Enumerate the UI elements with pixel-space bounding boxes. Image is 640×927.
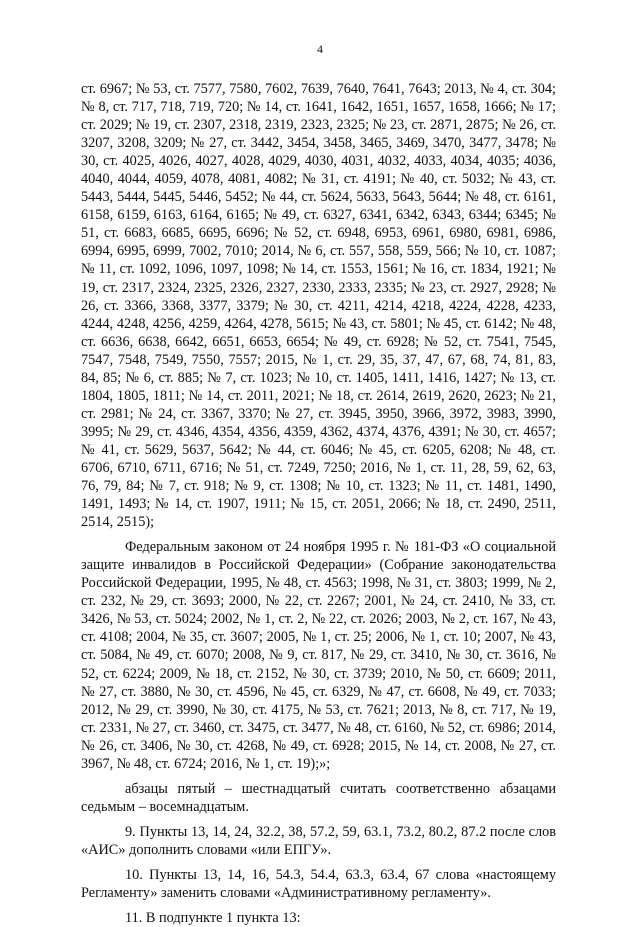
paragraph-abzacy: абзацы пятый – шестнадцатый считать соответственно абзацами седьмым – восемнадцатым. [81, 780, 556, 815]
paragraph-item-10: 10. Пункты 13, 14, 16, 54.3, 54.4, 63.3, 63.4, 67 слова «настоящему Регламенту» заменить словами «Административному регламенту». [81, 866, 556, 902]
paragraph-item-9: 9. Пункты 13, 14, 24, 32.2, 38, 57.2, 59, 63.1, 73.2, 80.2, 87.2 после слов «АИС» дополнить словами «или ЕПГУ». [81, 823, 556, 858]
paragraph-item-11: 11. В подпункте 1 пункта 13: [125, 910, 301, 927]
paragraph-federal-law-181: Федеральным законом от 24 ноября 1995 г. № 181-ФЗ «О социальной защите инвалидов в Российской Федерации» (Собрание законодательства Российской Федерации, 1995, № 48, ст. 4563; 1998, № 31, ст. 3803; 1999, № 2, ст. 232, № 29, ст. 3693; 2000, № 22, ст. 2267; 2001, № 24, ст. 2410, № 33, ст. 3426, № 53, ст. 5024; 2002, № 1, ст. 2, № 22, ст. 2026; 2003, № 2, ст. 167, № 43, ст. 4108; 2004, № 35, ст. 3607; 2005, № 1, ст. 25; 2006, № 1, ст. 10; 2007, № 43, ст. 5084, № 49, ст. 6070; 2008, № 9, ст. 817, № 29, ст. 3410, № 30, ст. 3616, № 52, ст. 6224; 2009, № 18, ст. 2152, № 30, ст. 3739; 2010, № 50, ст. 6609; 2011, № 27, ст. 3880, № 30, ст. 4596, № 45, ст. 6329, № 47, ст. 6608, № 49, ст. 7033; 2012, № 29, ст. 3990, № 30, ст. 4175, № 53, ст. 7621; 2013, № 8, ст. 717, № 19, ст. 2331, № 27, ст. 3460, ст. 3475, ст. 3477, № 48, ст. 6160, № 52, ст. 6986; 2014, № 26, ст. 3406, № 30, ст. 4268, № 49, ст. 6928; 2015, № 14, ст. 2008, № 27, ст. 3967, № 48, ст. 6724; 2016, № 1, ст. 19);»; [81, 539, 556, 772]
document-body [81, 80, 556, 927]
page-number: 4 [317, 42, 323, 56]
paragraph-citation-continuation: ст. 6967; № 53, ст. 7577, 7580, 7602, 7639, 7640, 7641, 7643; 2013, № 4, ст. 304; № 8, ст. 717, 718, 719, 720; № 14, ст. 1641, 1642, 1651, 1657, 1658, 1666; № 17; ст. 2029; № 19, ст. 2307, 2318, 2319, 2323, 2325; № 23, ст. 2871, 2875; № 26, ст. 3207, 3208, 3209; № 27, ст. 3442, 3454, 3458, 3465, 3469, 3470, 3477, 3478; № 30, ст. 4025, 4026, 4027, 4028, 4029, 4030, 4031, 4032, 4033, 4034, 4035; 4036, 4040, 4044, 4059, 4078, 4081, 4082; № 31, ст. 4191; № 40, ст. 5032; № 43, ст. 5443, 5444, 5445, 5446, 5452; № 44, ст. 5624, 5633, 5643, 5644; № 48, ст. 6161, 6158, 6159, 6163, 6164, 6165; № 49, ст. 6327, 6341, 6342, 6343, 6344; 6345; № 51, ст. 6683, 6685, 6695, 6696; № 52, ст. 6948, 6953, 6961, 6980, 6981, 6986, 6994, 6995, 6999, 7002, 7010; 2014, № 6, ст. 557, 558, 559, 566; № 10, ст. 1087; № 11, ст. 1092, 1096, 1097, 1098; № 14, ст. 1553, 1561; № 16, ст. 1834, 1921; № 19, ст. 2317, 2324, 2325, 2326, 2327, 2330, 2333, 2335; № 23, ст. 2927, 2928; № 26, ст. 3366, 3368, 3377, 3379; № 30, ст. 4211, 4214, 4218, 4224, 4228, 4233, 4244, 4248, 4256, 4259, 4264, 4278, 5615; № 43, ст. 5801; № 45, ст. 6142; № 48, ст. 6636, 6638, 6642, 6651, 6653, 6654; № 49, ст. 6928; № 52, ст. 7541, 7545, 7547, 7548, 7549, 7550, 7557; 2015, № 1, ст. 29, 35, 37, 47, 67, 68, 74, 81, 83, 84, 85; № 6, ст. 885; № 7, ст. 1023; № 10, ст. 1405, 1411, 1416, 1427; № 13, ст. 1804, 1805, 1811; № 14, ст. 2011, 2021; № 18, ст. 2614, 2619, 2620, 2623; № 21, ст. 2981; № 24, ст. 3367, 3370; № 27, ст. 3945, 3950, 3966, 3972, 3983, 3990, 3995; № 29, ст. 4346, 4354, 4356, 4359, 4362, 4374, 4376, 4391; № 30, ст. 4657; № 41, ст. 5629, 5637, 5642; № 44, ст. 6046; № 45, ст. 6205, 6208; № 48, ст. 6706, 6710, 6711, 6716; № 51, ст. 7249, 7250; 2016, № 1, ст. 11, 28, 59, 62, 63, 76, 79, 84; № 7, ст. 918; № 9, ст. 1308; № 10, ст. 1323; № 11, ст. 1481, 1490, 1491, 1493; № 14, ст. 1907, 1911; № 15, ст. 2051, 2066; № 18, ст. 2490, 2511, 2514, 2515); [81, 81, 556, 531]
